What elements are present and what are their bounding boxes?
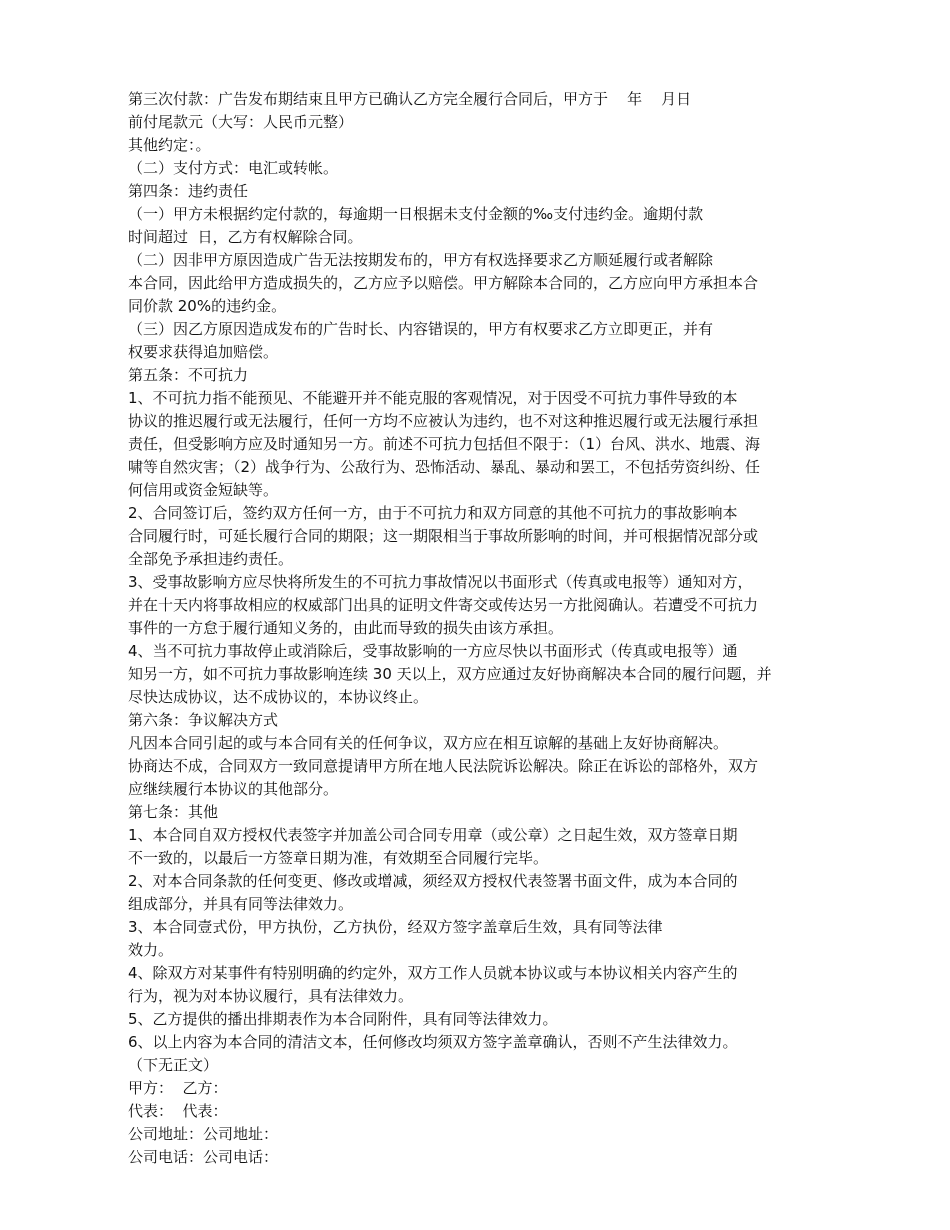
text-line: （一）甲方未根据约定付款的，每逾期一日根据未支付金额的‰支付违约金。逾期付款 [128,205,704,223]
text-line: 2、合同签订后，签约双方任何一方，由于不可抗力和双方同意的其他不可抗力的事故影响本 [128,504,738,522]
text-line: 啸等自然灾害；（2）战争行为、公敌行为、恐怖活动、暴乱、暴动和罢工，不包括劳资纠纷、任 [128,458,761,476]
section-heading: 第五条：不可抗力 [128,366,249,384]
text-line: 何信用或资金短缺等。 [128,481,279,499]
text-line: 其他约定：。 [128,136,211,154]
text-line: 2、对本合同条款的任何变更、修改或增减，须经双方授权代表签署书面文件，成为本合同的 [128,872,738,890]
section-heading: 第六条：争议解决方式 [128,711,279,729]
text-line: 时间超过 日，乙方有权解除合同。 [128,228,363,246]
section-heading: 第四条：违约责任 [128,182,249,200]
text-line: 协商达不成，合同双方一致同意提请甲方所在地人民法院诉讼解决。除正在诉讼的部格外，双方 [128,757,759,775]
text-line: 事件的一方怠于履行通知义务的，由此而导致的损失由该方承担。 [128,619,564,637]
section-heading: 第七条：其他 [128,803,219,821]
text-line: 责任，但受影响方应及时通知另一方。前述不可抗力包括但不限于：（1）台风、洪水、地震、海 [128,435,761,453]
text-line: 本合同，因此给甲方造成损失的，乙方应予以赔偿。甲方解除本合同的，乙方应向甲方承担本合 [128,274,759,292]
text-line: 3、本合同壹式份，甲方执份，乙方执份，经双方签字盖章后生效，具有同等法律 [128,918,663,936]
text-line: 应继续履行本协议的其他部分。 [128,780,339,798]
signature-line: 公司电话：公司电话： [128,1148,279,1166]
text-line: （二）因非甲方原因造成广告无法按期发布的，甲方有权选择要求乙方顺延履行或者解除 [128,251,714,269]
text-line: 协议的推迟履行或无法履行，任何一方均不应被认为违约，也不对这种推迟履行或无法履行承担 [128,412,759,430]
text-line: 不一致的，以最后一方签章日期为准，有效期至合同履行完毕。 [128,849,549,867]
text-line: 组成部分，并具有同等法律效力。 [128,895,354,913]
text-line: （二）支付方式：电汇或转帐。 [128,159,339,177]
text-line: 凡因本合同引起的或与本合同有关的任何争议，双方应在相互谅解的基础上友好协商解决。 [128,734,729,752]
text-line: 权要求获得追加赔偿。 [128,343,279,361]
text-line: 6、以上内容为本合同的清洁文本，任何修改均须双方签字盖章确认，否则不产生法律效力。 [128,1033,738,1051]
document-body [128,88,828,1169]
signature-line: 代表： 代表： [128,1102,228,1120]
text-line: 4、除双方对某事件有特别明确的约定外，双方工作人员就本协议或与本协议相关内容产生的 [128,964,738,982]
text-line: 效力。 [128,941,174,959]
text-line: 前付尾款元（大写：人民币元整） [128,113,354,131]
text-line: 知另一方，如不可抗力事故影响连续 30 天以上，双方应通过友好协商解决本合同的履行问题，并 [128,665,772,683]
signature-line: 甲方： 乙方： [128,1079,228,1097]
text-line: 1、不可抗力指不能预见、不能避开并不能克服的客观情况，对于因受不可抗力事件导致的本 [128,389,738,407]
text-line: （三）因乙方原因造成发布的广告时长、内容错误的，甲方有权要求乙方立即更正，并有 [128,320,714,338]
text-line: 行为，视为对本协议履行，具有法律效力。 [128,987,414,1005]
text-line: 3、受事故影响方应尽快将所发生的不可抗力事故情况以书面形式（传真或电报等）通知对方， [128,573,753,591]
text-line: （下无正文） [128,1056,219,1074]
text-line: 第三次付款：广告发布期结束且甲方已确认乙方完全履行合同后，甲方于 年 月日 [128,90,692,108]
text-line: 同价款 20%的违约金。 [128,297,287,315]
text-line: 1、本合同自双方授权代表签字并加盖公司合同专用章（或公章）之日起生效，双方签章日期 [128,826,738,844]
signature-line: 公司地址：公司地址： [128,1125,279,1143]
text-line: 合同履行时，可延长履行合同的期限；这一期限相当于事故所影响的时间，并可根据情况部分或 [128,527,759,545]
text-line: 尽快达成协议，达不成协议的，本协议终止。 [128,688,429,706]
text-line: 5、乙方提供的播出排期表作为本合同附件，具有同等法律效力。 [128,1010,558,1028]
text-line: 4、当不可抗力事故停止或消除后，受事故影响的一方应尽快以书面形式（传真或电报等）通 [128,642,738,660]
text-line: 全部免予承担违约责任。 [128,550,294,568]
text-line: 并在十天内将事故相应的权威部门出具的证明文件寄交或传达另一方批阅确认。若遭受不可抗力 [128,596,759,614]
